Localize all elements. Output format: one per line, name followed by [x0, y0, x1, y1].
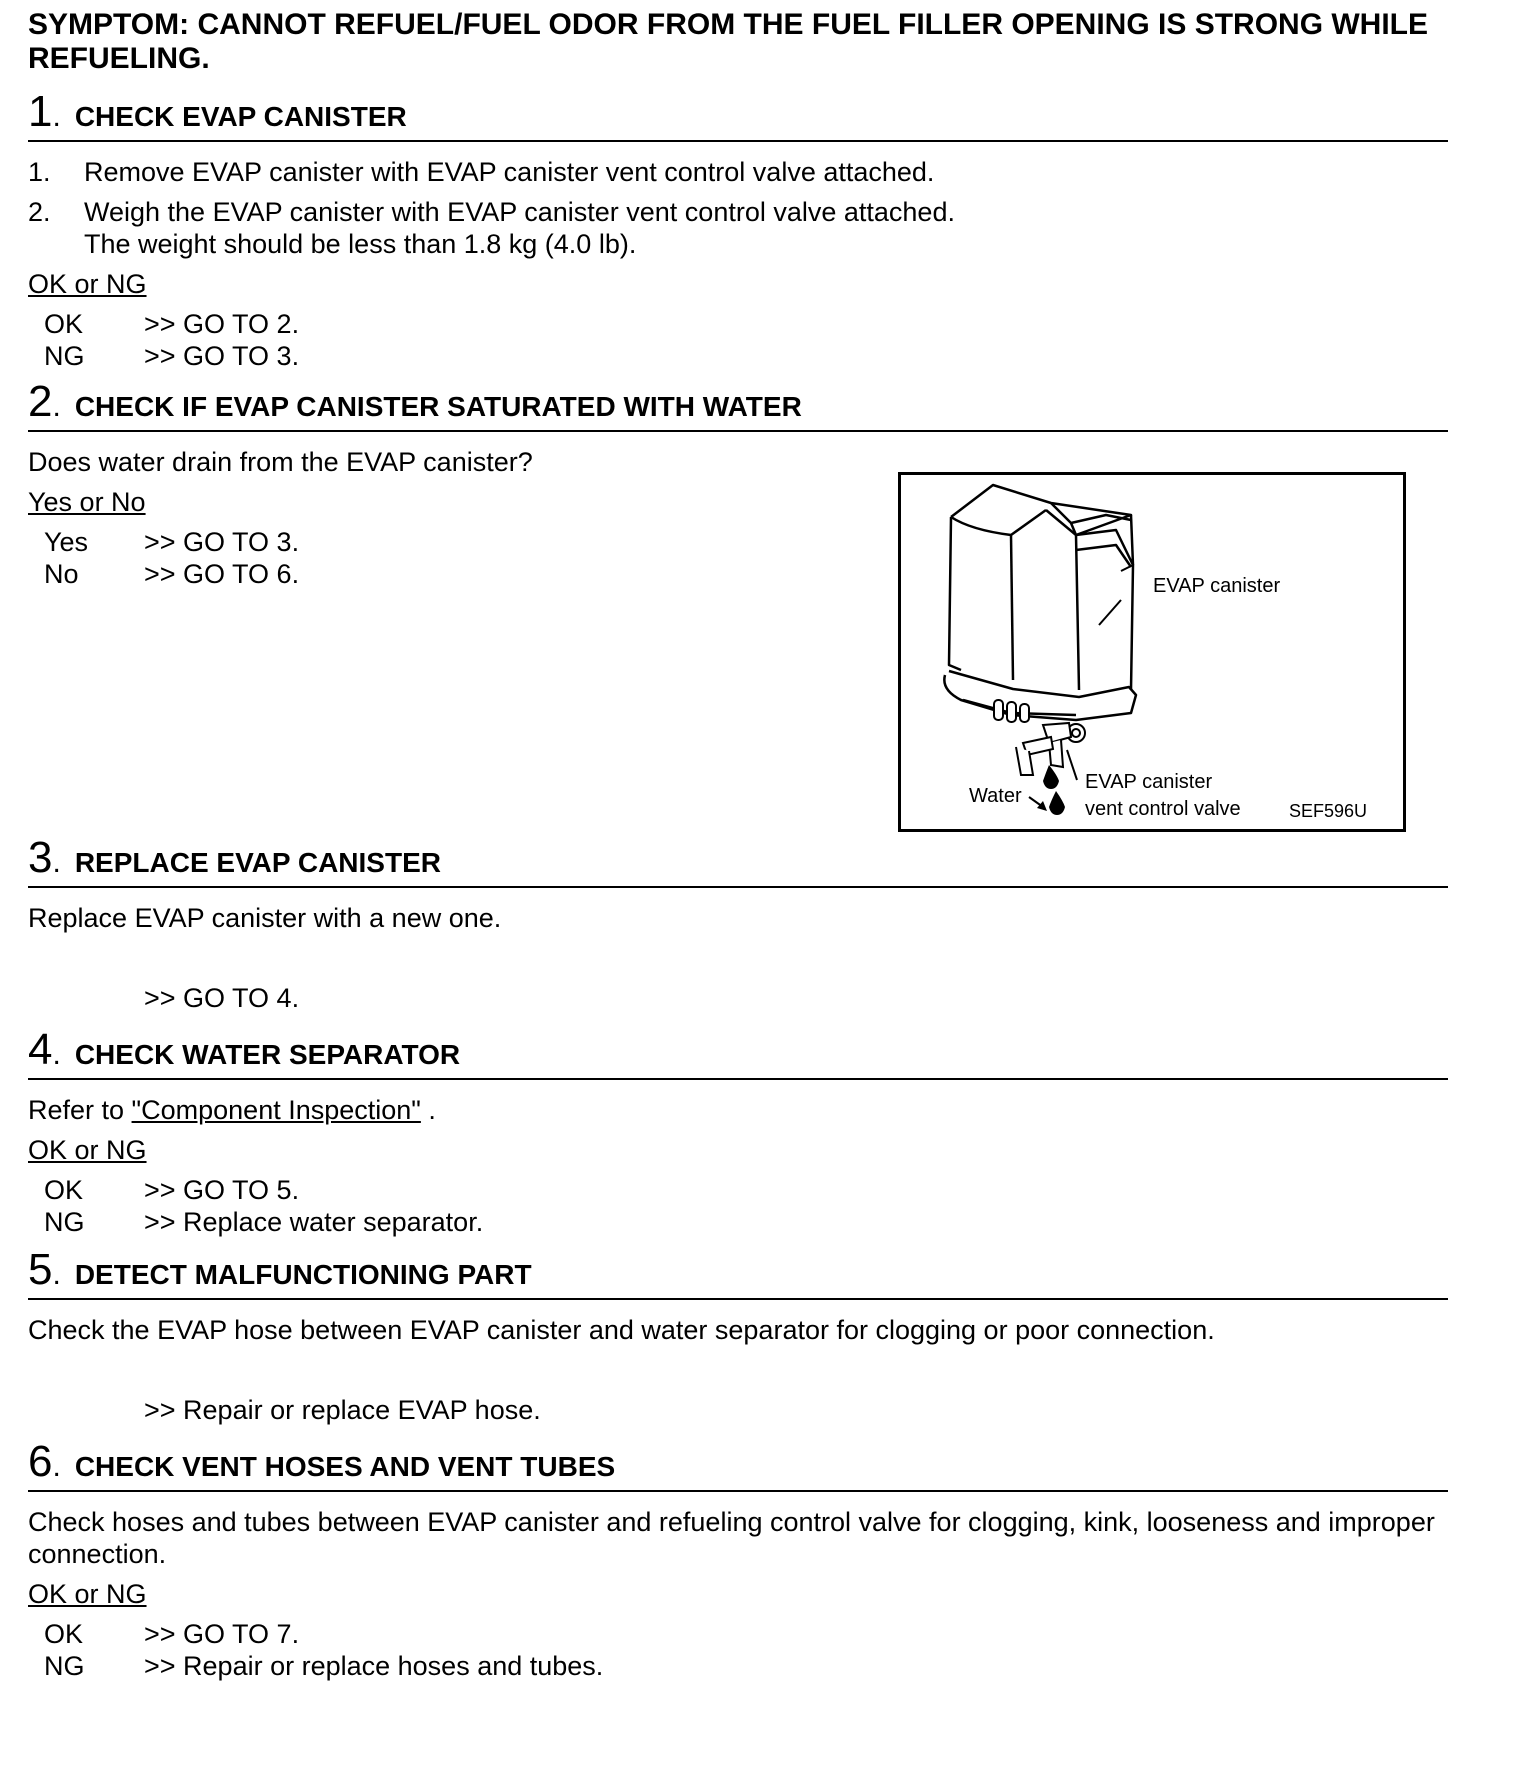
- step-action: >> GO TO 4.: [144, 983, 300, 1013]
- step-number: 4: [28, 1025, 53, 1074]
- step-action: >> Repair or replace EVAP hose.: [144, 1395, 541, 1425]
- result-row: NG >> GO TO 3.: [44, 341, 300, 371]
- result-row: OK >> GO TO 2.: [44, 309, 300, 339]
- step-text: Check hoses and tubes between EVAP canister and refueling control valve for clogging, kink, looseness and improper connection.: [28, 1507, 1435, 1569]
- step-3: [28, 833, 1448, 1014]
- step-number: 2: [28, 377, 53, 426]
- result-label: Yes or No: [28, 487, 146, 517]
- result-row: NG >> Replace water separator.: [44, 1207, 484, 1237]
- result-row: No >> GO TO 6.: [44, 559, 300, 589]
- step-3-header: 3 . REPLACE EVAP CANISTER: [28, 836, 1448, 888]
- result-row: OK >> GO TO 7.: [44, 1619, 300, 1649]
- step-title: REPLACE EVAP CANISTER: [74, 847, 441, 878]
- result-label: OK or NG: [28, 269, 147, 299]
- step-text: Check the EVAP hose between EVAP canister and water separator for clogging or poor connection.: [28, 1315, 1215, 1345]
- step-number: 3: [28, 833, 53, 882]
- step-title: CHECK EVAP CANISTER: [74, 101, 407, 132]
- step-title: CHECK VENT HOSES AND VENT TUBES: [74, 1451, 616, 1482]
- list-item: 1. Remove EVAP canister with EVAP canister vent control valve attached.: [28, 157, 935, 187]
- result-label: OK or NG: [28, 1579, 147, 1609]
- step-4-header: 4 . CHECK WATER SEPARATOR: [28, 1028, 1448, 1080]
- label-valve-line2: vent control valve: [1085, 798, 1241, 820]
- step-text: Refer to "Component Inspection" .: [28, 1095, 436, 1125]
- weight-spec: The weight should be less than 1.8 kg (4.0 lb).: [84, 229, 637, 259]
- document-page-lower: [28, 833, 1448, 1682]
- step-title: CHECK WATER SEPARATOR: [74, 1039, 461, 1070]
- result-label: OK or NG: [28, 1135, 147, 1165]
- step-5: [28, 1245, 1448, 1426]
- result-row: NG >> Repair or replace hoses and tubes.: [44, 1651, 604, 1681]
- step-number: 5: [28, 1245, 53, 1294]
- label-valve-line1: EVAP canister: [1085, 771, 1213, 793]
- step-title: CHECK IF EVAP CANISTER SATURATED WITH WATER: [74, 391, 802, 422]
- step-5-header: 5 . DETECT MALFUNCTIONING PART: [28, 1248, 1448, 1300]
- label-evap-canister: EVAP canister: [1153, 575, 1281, 597]
- step-title: DETECT MALFUNCTIONING PART: [74, 1259, 532, 1290]
- step-number: 6: [28, 1437, 53, 1486]
- symptom-heading: SYMPTOM: CANNOT REFUEL/FUEL ODOR FROM THE FUEL FILLER OPENING IS STRONG WHILE REFUELING.: [28, 8, 1429, 75]
- evap-canister-figure: [898, 472, 1406, 832]
- figure-code: SEF596U: [1289, 801, 1368, 821]
- result-row: Yes >> GO TO 3.: [44, 527, 300, 557]
- step-4: [28, 1025, 1448, 1238]
- component-inspection-link[interactable]: "Component Inspection": [131, 1095, 421, 1125]
- step-1-header: 1 . CHECK EVAP CANISTER: [28, 90, 1448, 142]
- step-2-header: 2 . CHECK IF EVAP CANISTER SATURATED WITH WATER: [28, 380, 1448, 432]
- step-6: [28, 1437, 1448, 1682]
- step-6-header: 6 . CHECK VENT HOSES AND VENT TUBES: [28, 1440, 1448, 1492]
- step-text: Does water drain from the EVAP canister?: [28, 447, 533, 477]
- step-number: 1: [28, 87, 53, 136]
- label-water: Water: [969, 785, 1022, 807]
- list-item: 2. Weigh the EVAP canister with EVAP canister vent control valve attached. The weight should be less than 1.8 kg (4.0 lb).: [28, 197, 955, 259]
- result-row: OK >> GO TO 5.: [44, 1175, 300, 1205]
- step-1: [28, 87, 1448, 372]
- step-text: Replace EVAP canister with a new one.: [28, 903, 502, 933]
